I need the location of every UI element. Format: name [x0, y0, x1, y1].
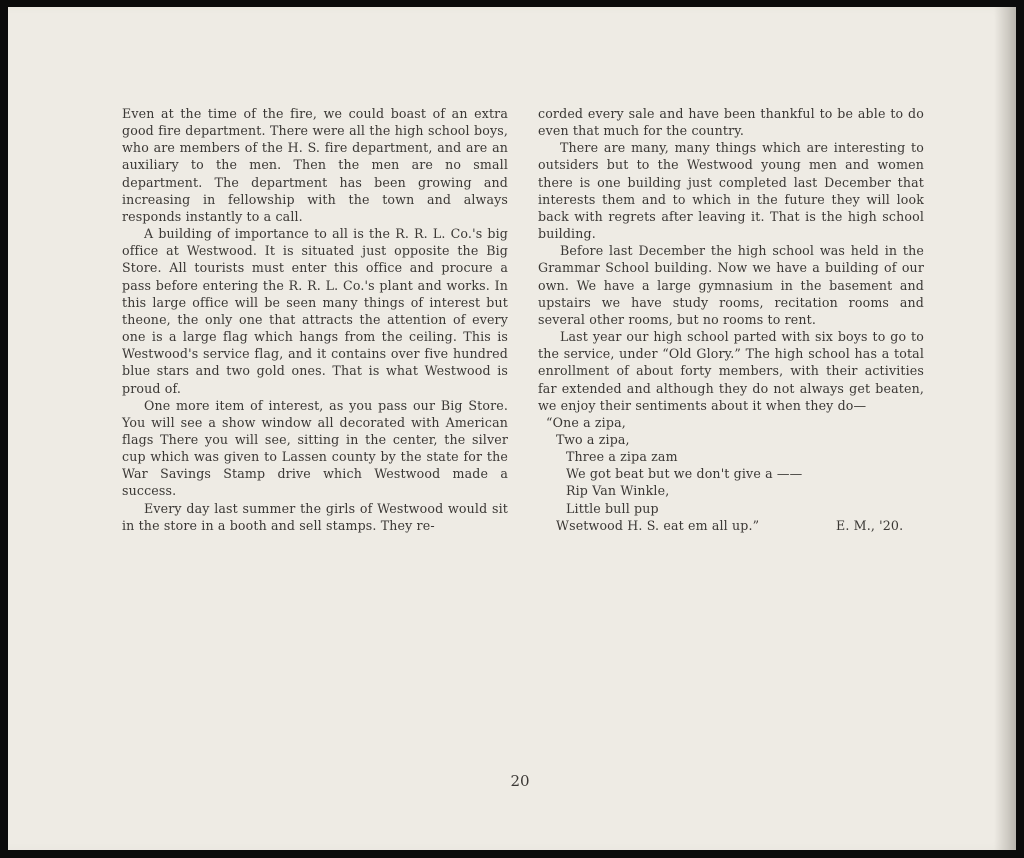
page-number: 20: [510, 772, 530, 790]
poem-line: Little bull pup: [566, 500, 659, 516]
poem-line: Two a zipa,: [556, 431, 630, 447]
poem-line: We got beat but we don't give a ——: [566, 466, 803, 482]
poem-line: Three a zipa zam: [566, 449, 678, 465]
left-column: [122, 105, 508, 534]
cheer-poem: [538, 414, 924, 534]
paragraph: Even at the time of the fire, we could boast of an extra good fire department. There were all the high school boys, who are members of the H. S. fire department, and are an auxiliary to the men. Then the men are no small department. The department has been growing and increasing in fellowship with the town and always responds instantly to a call.: [122, 106, 508, 224]
paragraph: Every day last summer the girls of Westwood would sit in the store in a booth and sell stamps. They re-: [122, 500, 508, 533]
poem-final-line: [538, 517, 924, 534]
paragraph: There are many, many things which are interesting to outsiders but to the Westwood young men and women there is one building just completed last December that interests them and to which in the future they will look back with regrets after leaving it. That is the high school building.: [538, 140, 924, 242]
book-page: [8, 7, 1016, 850]
paragraph: Before last December the high school was held in the Grammar School building. Now we have a building of our own. We have a large gymnasium in the basement and upstairs we have study rooms, recitation rooms and several other rooms, but no rooms to rent.: [538, 243, 924, 327]
right-column: [538, 105, 924, 534]
poem-line: Rip Van Winkle,: [566, 483, 670, 499]
page-edge-shadow: [994, 7, 1016, 850]
author-signature: E. M., '20.: [836, 517, 904, 533]
poem-line: Wsetwood H. S. eat em all up.”: [556, 517, 760, 533]
paragraph: One more item of interest, as you pass our Big Store. You will see a show window all decorated with American flags There you will see, sitting in the center, the silver cup which was given to Lassen county by the state for the War Savings Stamp drive which Westwood made a success.: [122, 397, 508, 499]
paragraph: corded every sale and have been thankful to be able to do even that much for the country.: [538, 106, 924, 139]
poem-line: “One a zipa,: [546, 414, 626, 430]
paragraph: Last year our high school parted with six boys to go to the service, under “Old Glory.” The high school has a total enrollment of about forty members, with their activities far extended and although they do not always get beaten, we enjoy their sentiments about it when they do—: [538, 329, 924, 413]
paragraph: A building of importance to all is the R. R. L. Co.'s big office at Westwood. It is situated just opposite the Big Store. All tourists must enter this office and procure a pass before entering the R. R. L. Co.'s plant and works. In this large office will be seen many things of interest but theone, the only one that attracts the attention of every one is a large flag which hangs from the ceiling. This is Westwood's service flag, and it contains over five hundred blue stars and two gold ones. That is what Westwood is proud of.: [122, 226, 508, 396]
